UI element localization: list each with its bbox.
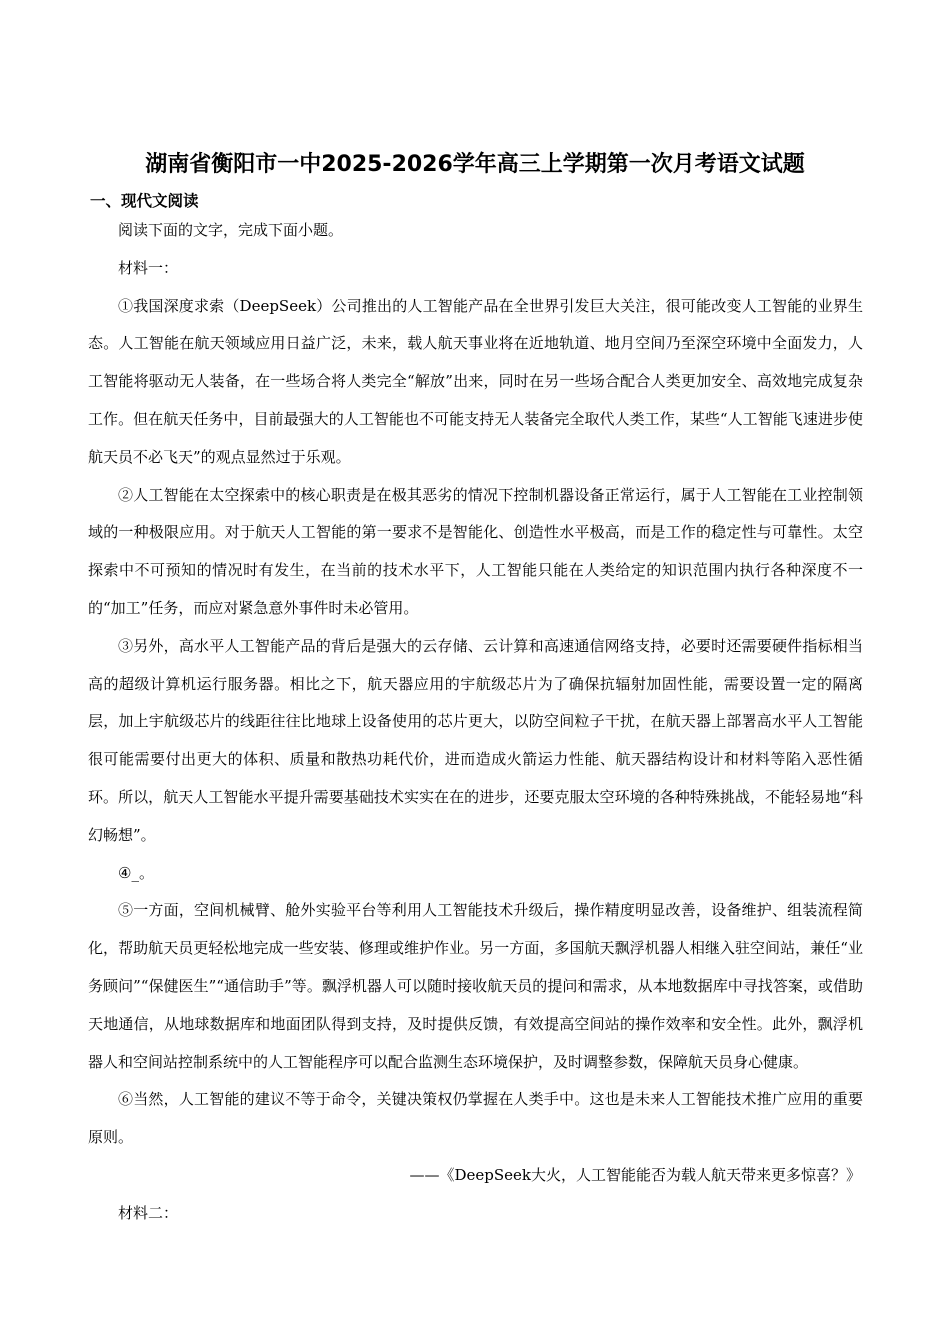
paragraph-5: ⑤一方面，空间机械臂、舱外实验平台等利用人工智能技术升级后，操作精度明显改善，设备维护、组装流程简化，帮助航天员更轻松地完成一些安装、修理或维护作业。另一方面，多国航天飘浮机器人相继入驻空间站，兼任“业务顾问”“保健医生”“通信助手”等。飘浮机器人可以随时接收航天员的提问和需求，从本地数据库中寻找答案，或借助天地通信，从地球数据库和地面团队得到支持，及时提供反馈，有效提高空间站的操作效率和安全性。此外，飘浮机器人和空间站控制系统中的人工智能程序可以配合监测生态环境保护，及时调整参数，保障航天员身心健康。 [88, 901, 863, 1071]
instruction-text: 阅读下面的文字，完成下面小题。 [118, 221, 344, 239]
paragraph-3: ③另外，高水平人工智能产品的背后是强大的云存储、云计算和高速通信网络支持，必要时还需要硬件指标相当高的超级计算机运行服务器。相比之下，航天器应用的宇航级芯片为了确保抗辐射加固性能，需要设置一定的隔离层，加上宇航级芯片的线距往往比地球上设备使用的芯片更大，以防空间粒子干扰，在航天器上部署高水平人工智能很可能需要付出更大的体积、质量和散热功耗代价，进而造成火箭运力性能、航天器结构设计和材料等陷入恶性循环。所以，航天人工智能水平提升需要基础技术实实在在的进步，还要克服太空环境的各种特殊挑战，不能轻易地“科幻畅想”。 [88, 636, 863, 844]
reading-passage [88, 212, 863, 1233]
source-citation: ——《DeepSeek大火，人工智能能否为载人航天带来更多惊喜？》 [409, 1165, 861, 1184]
paragraph-2: ②人工智能在太空探索中的核心职责是在极其恶劣的情况下控制机器设备正常运行，属于人工智能在工业控制领域的一种极限应用。对于航天人工智能的第一要求不是智能化、创造性水平极高，而是工作的稳定性与可靠性。太空探索中不可预知的情况时有发生，在当前的技术水平下，人工智能只能在人类给定的知识范围内执行各种深度不一的“加工”任务，而应对紧急意外事件时未必管用。 [88, 485, 863, 617]
paragraph-4-blank: ④_。 [118, 863, 154, 882]
section-heading: 一、现代文阅读 [90, 192, 199, 210]
material-one-label: 材料一： [118, 258, 179, 277]
paragraph-1: ①我国深度求索（DeepSeek）公司推出的人工智能产品在全世界引发巨大关注，很可能改变人工智能的业界生态。人工智能在航天领域应用日益广泛，未来，载人航天事业将在近地轨道、地月空间乃至深空环境中全面发力，人工智能将驱动无人装备，在一些场合将人类完全“解放”出来，同时在另一些场合配合人类更加安全、高效地完成复杂工作。但在航天任务中，目前最强大的人工智能也不可能支持无人装备完全取代人类工作，某些“人工智能飞速进步使航天员不必飞天”的观点显然过于乐观。 [88, 296, 863, 466]
paragraph-6: ⑥当然，人工智能的建议不等于命令，关键决策权仍掌握在人类手中。这也是未来人工智能技术推广应用的重要原则。 [88, 1090, 863, 1147]
material-two-label: 材料二： [118, 1203, 179, 1222]
page-title: 湖南省衡阳市一中2025-2026学年高三上学期第一次月考语文试题 [145, 152, 805, 177]
